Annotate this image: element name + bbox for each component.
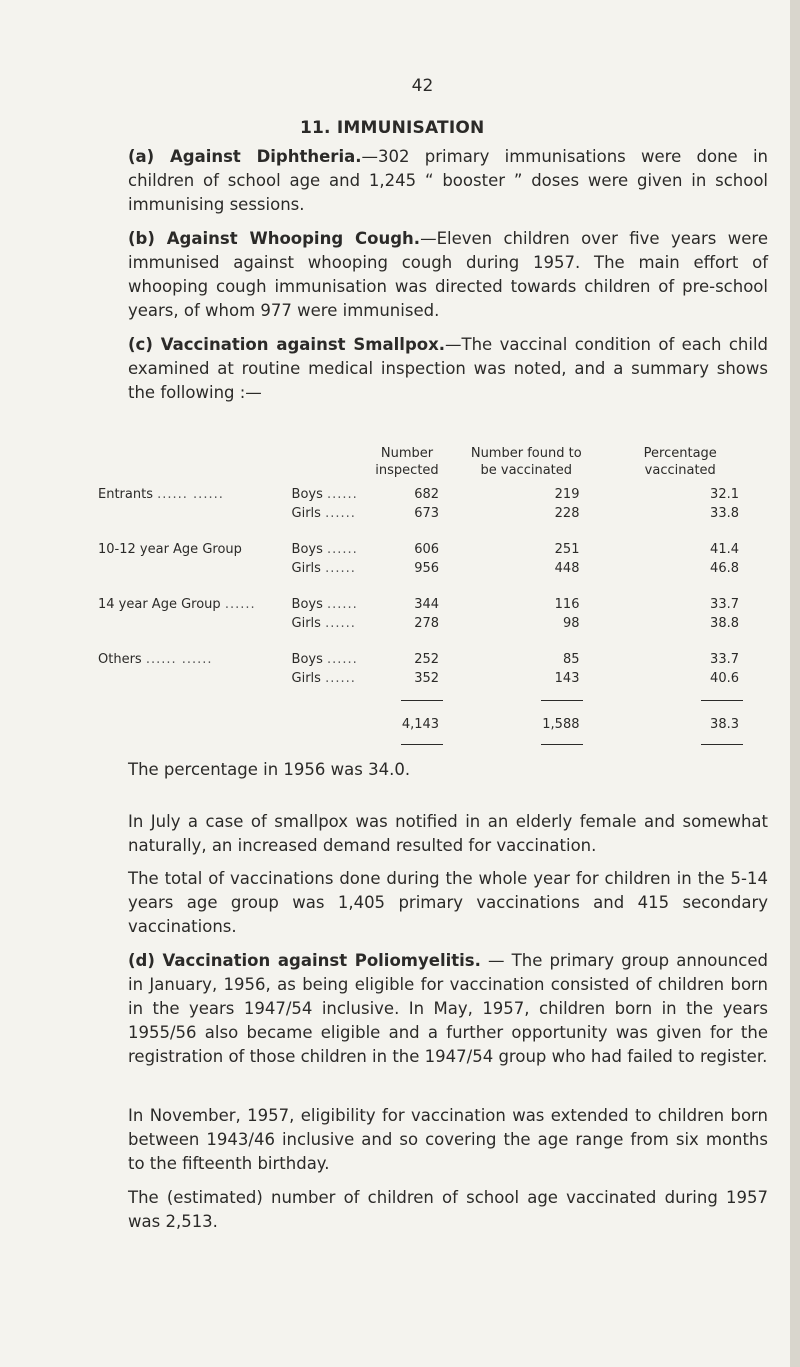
cell-inspected: 606: [414, 542, 440, 557]
cell-inspected: 252: [414, 652, 440, 667]
group-label: 10-12 year Age Group: [98, 542, 242, 557]
cell-vaccinated: 251: [554, 542, 580, 557]
paragraph-1956-percentage: The percentage in 1956 was 34.0.: [128, 760, 411, 779]
page-edge-shadow: [790, 0, 800, 1367]
cell-vaccinated: 448: [554, 561, 580, 576]
sex-label: Girls: [291, 506, 321, 521]
cell-percentage: 33.8: [710, 506, 739, 521]
sex-label: Girls: [291, 561, 321, 576]
paragraph-november-eligibility: In November, 1957, eligibility for vaccination was extended to children born between 1943/46 inclusive and so covering the age range from six months to the fifteenth birthday.: [128, 1106, 768, 1173]
total-vaccinated: 1,588: [542, 717, 580, 732]
total-percentage: 38.3: [710, 717, 739, 732]
paragraph-total-vaccinations: The total of vaccinations done during the whole year for children in the 5-14 years age group was 1,405 primary vaccinations and 415 secondary vaccinations.: [128, 869, 768, 936]
cell-inspected: 956: [414, 561, 440, 576]
sex-label: Girls: [291, 616, 321, 631]
paragraph-poliomyelitis: [100, 949, 768, 1069]
header-number-inspected: Number inspected: [375, 446, 439, 478]
header-number-vaccinated: Number found to be vaccinated: [470, 446, 582, 478]
paragraph-estimated-number: The (estimated) number of children of school age vaccinated during 1957 was 2,513.: [128, 1188, 768, 1231]
paragraph-smallpox: [100, 333, 768, 405]
cell-inspected: 344: [414, 597, 440, 612]
group-label: Entrants: [98, 487, 153, 502]
table-row: Others ...... ...... Boys ...... 252 85 33.7: [98, 650, 743, 669]
page-number: 42: [411, 76, 434, 96]
vaccination-table: [98, 445, 743, 750]
table-row: Girls ...... 673 228 33.8: [98, 504, 743, 523]
table-total-row: [98, 706, 743, 732]
cell-percentage: 32.1: [710, 487, 739, 502]
cell-inspected: 278: [414, 616, 440, 631]
cell-vaccinated: 116: [554, 597, 580, 612]
header-percentage-vaccinated: Percentage vaccinated: [643, 446, 717, 478]
sex-label: Girls: [291, 671, 321, 686]
paragraph-text: —302 primary immunisations were done in children of school age and 1,245 “ booster ” doses were given in school immunising sessions.: [128, 147, 768, 214]
paragraph-lead: (a) Against Diphtheria.: [128, 147, 362, 166]
cell-vaccinated: 143: [554, 671, 580, 686]
paragraph-text: —The vaccinal condition of each child examined at routine medical inspection was noted, and a summary shows the following :—: [128, 335, 768, 402]
table-header-row: [98, 445, 743, 485]
cell-percentage: 33.7: [710, 652, 739, 667]
paragraph-text: — The primary group announced in January, 1956, as being eligible for vaccination consisted of children born in the years 1947/54 inclusive. In May, 1957, children born in the years 1955/56 also became eligible and a further opportunity was given for the registration of those children in the 1947/54 group who had failed to register.: [128, 951, 769, 1066]
cell-inspected: 352: [414, 671, 440, 686]
group-label: 14 year Age Group: [98, 597, 221, 612]
cell-vaccinated: 228: [554, 506, 580, 521]
paragraph-july-smallpox: In July a case of smallpox was notified in an elderly female and somewhat naturally, an increased demand resulted for vaccination.: [128, 812, 768, 855]
sex-label: Boys: [291, 597, 323, 612]
cell-percentage: 38.8: [710, 616, 739, 631]
total-inspected: 4,143: [401, 717, 440, 732]
paragraph-diphtheria: [100, 145, 768, 217]
cell-inspected: 682: [414, 487, 440, 502]
table-row: Girls ...... 352 143 40.6: [98, 669, 743, 688]
cell-inspected: 673: [414, 506, 440, 521]
table-row: Girls ...... 278 98 38.8: [98, 614, 743, 633]
paragraph-lead: (b) Against Whooping Cough.: [128, 229, 421, 248]
cell-vaccinated: 219: [554, 487, 580, 502]
cell-vaccinated: 85: [562, 652, 580, 667]
sex-label: Boys: [291, 542, 323, 557]
table-row: Entrants ...... ...... Boys ...... 682 219 32.1: [98, 485, 743, 504]
sex-label: Boys: [291, 487, 323, 502]
cell-percentage: 33.7: [710, 597, 739, 612]
section-heading: 11. IMMUNISATION: [300, 118, 485, 138]
paragraph-text: —Eleven children over five years were immunised against whooping cough during 1957. The main effort of whooping cough immunisation was directed towards children of pre-school years, of whom 977 were immunised.: [128, 229, 768, 320]
table-row: Girls ...... 956 448 46.8: [98, 559, 743, 578]
paragraph-whooping-cough: [100, 227, 768, 323]
cell-percentage: 40.6: [710, 671, 739, 686]
group-label: Others: [98, 652, 142, 667]
paragraph-lead: (c) Vaccination against Smallpox.: [128, 335, 445, 354]
table-rule: [98, 732, 743, 750]
table-row: 14 year Age Group ...... Boys ...... 344 116 33.7: [98, 595, 743, 614]
table-rule: [98, 688, 743, 706]
cell-percentage: 46.8: [710, 561, 739, 576]
cell-vaccinated: 98: [562, 616, 580, 631]
table-row: 10-12 year Age Group Boys ...... 606 251 41.4: [98, 540, 743, 559]
cell-percentage: 41.4: [710, 542, 739, 557]
sex-label: Boys: [291, 652, 323, 667]
paragraph-lead: (d) Vaccination against Poliomyelitis.: [128, 951, 481, 970]
